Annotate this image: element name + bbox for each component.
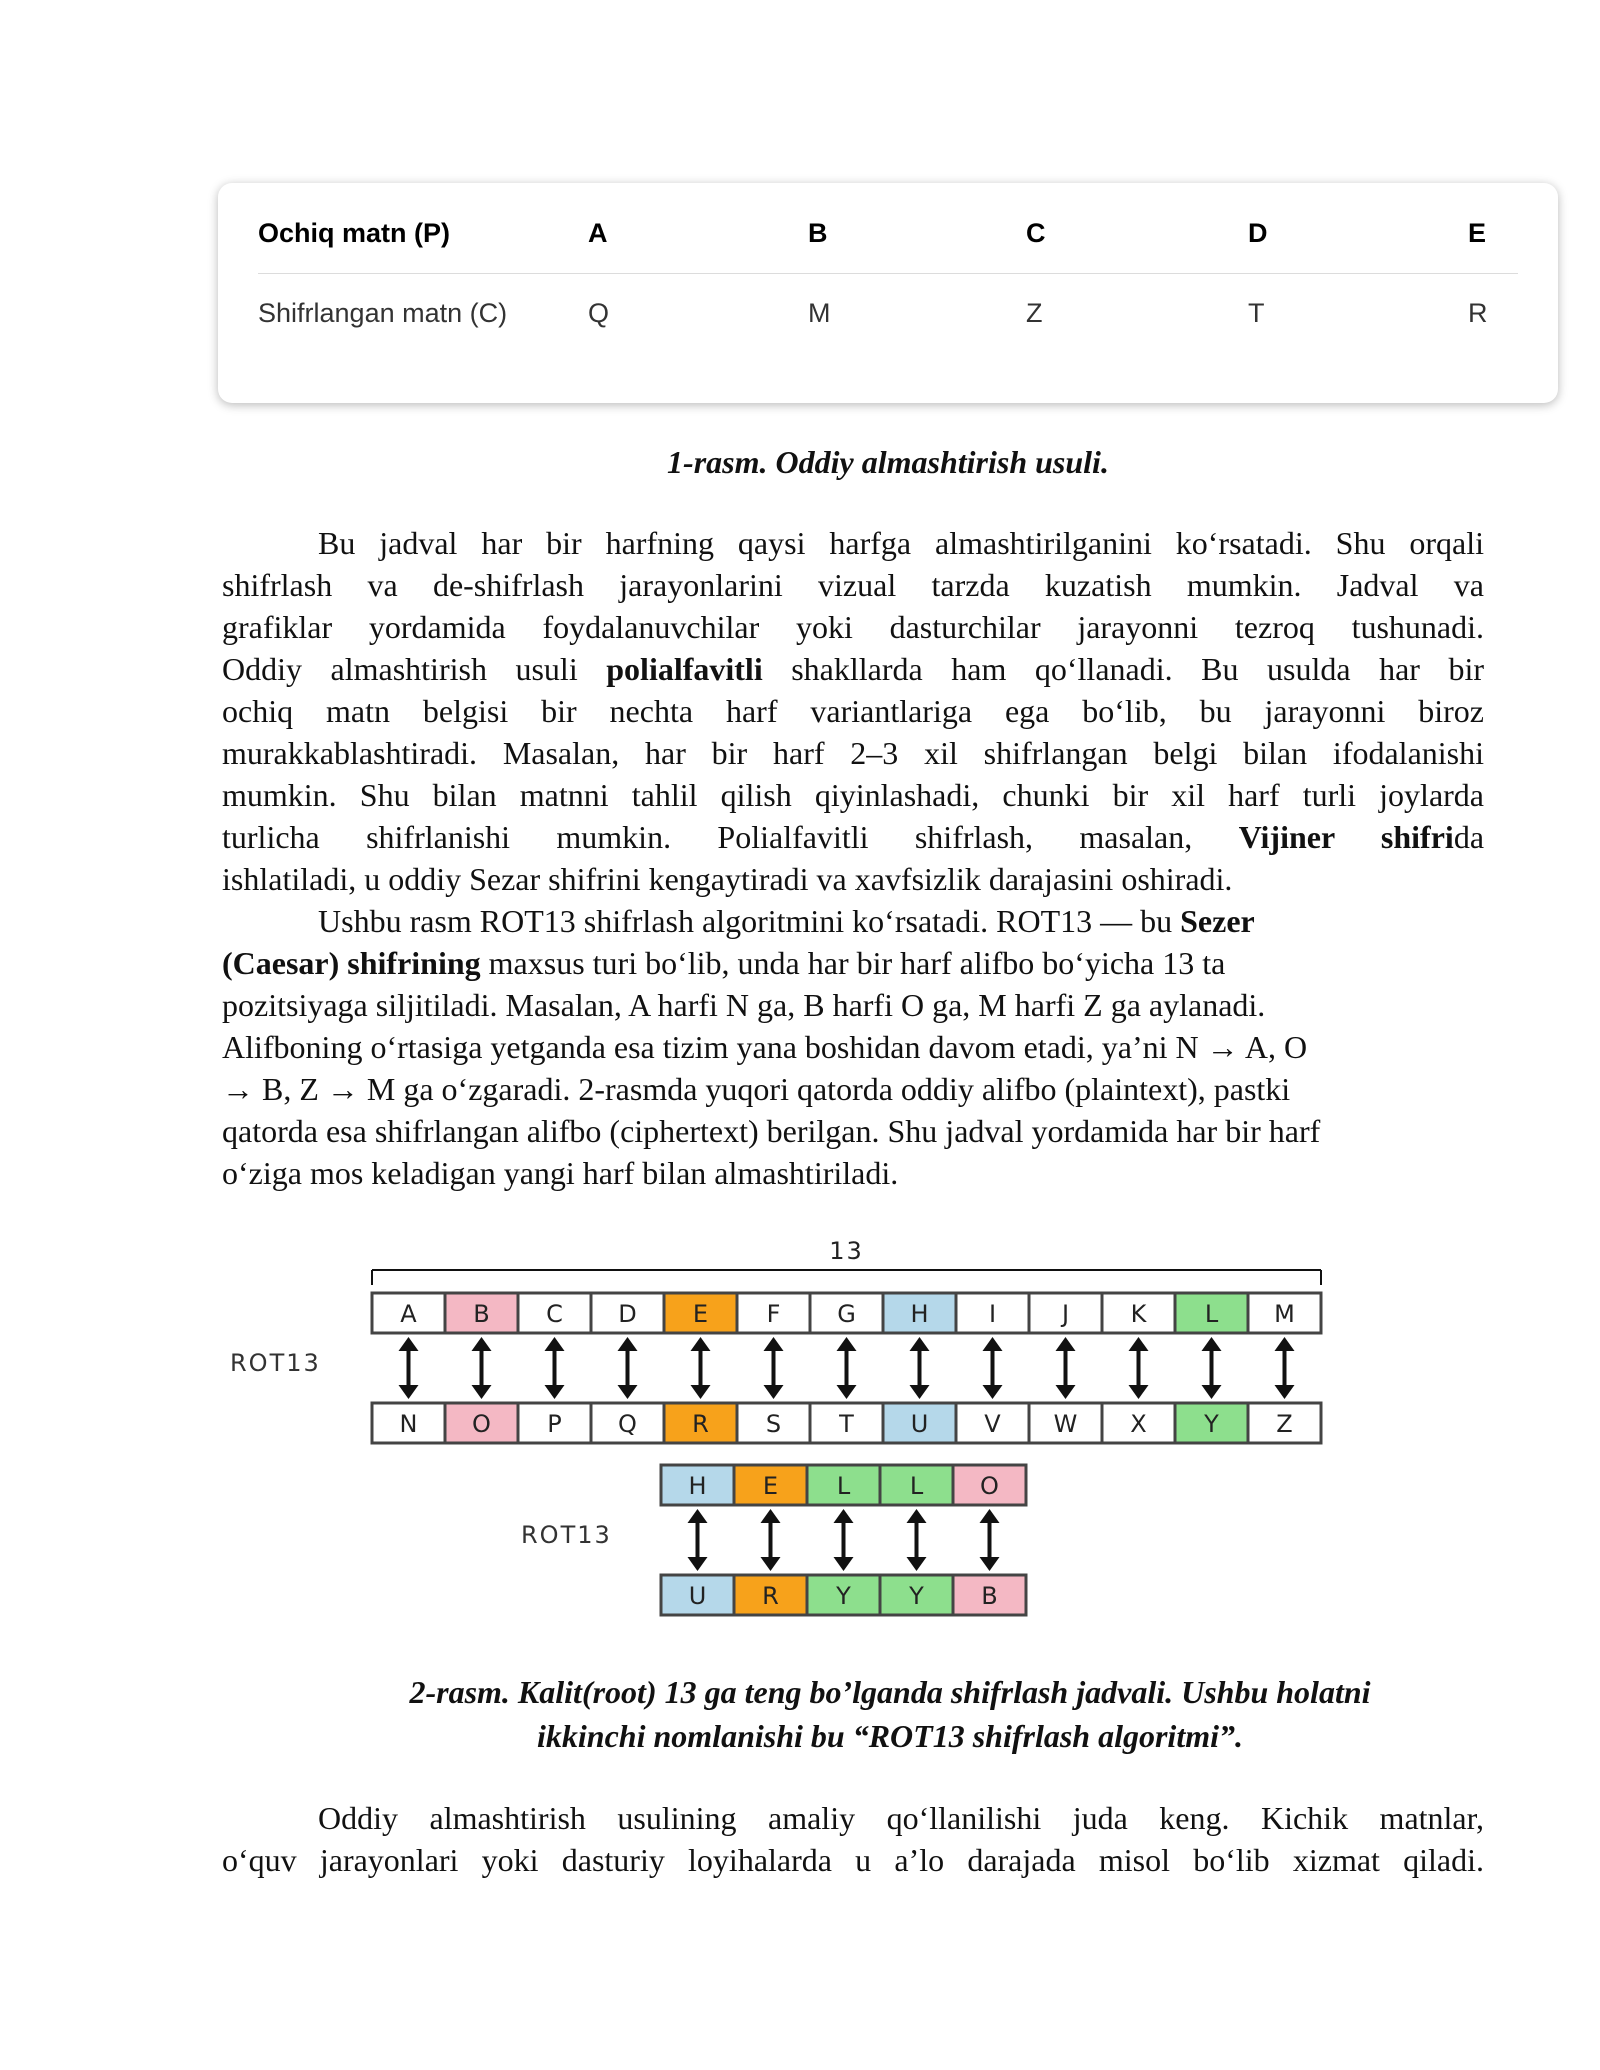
cipher-letter: U	[910, 1410, 929, 1438]
plain-letter: K	[1130, 1300, 1147, 1328]
cipher-letter: T	[839, 1410, 854, 1438]
table-cell: M	[808, 298, 831, 328]
text-run: Oddiy almashtirish usuli	[222, 651, 607, 687]
example-cipher-letter: U	[688, 1582, 707, 1610]
paragraph-line: ochiq matn belgisi bir nechta harf variantlariga ega boʻlib, bu jarayonni biroz	[222, 693, 1484, 729]
paragraph-line: ishlatiladi, u oddiy Sezar shifrini kengaytiradi va xavfsizlik darajasini oshiradi.	[222, 861, 1233, 897]
mapping-arrow-head	[910, 1337, 930, 1351]
example-arrow-head	[688, 1509, 708, 1523]
caption-line: ikkinchi nomlanishi bu “ROT13 shifrlash algoritmi”.	[537, 1718, 1243, 1754]
example-arrow-head	[980, 1509, 1000, 1523]
bold-term: Sezer	[1180, 903, 1255, 939]
example-plain-letter: O	[980, 1472, 999, 1500]
example-plain-letter: L	[909, 1472, 924, 1500]
plain-letter: E	[692, 1300, 709, 1328]
paragraph-line: oʻziga mos keladigan yangi harf bilan almashtiriladi.	[222, 1155, 899, 1191]
mapping-arrow-head	[545, 1337, 565, 1351]
paragraph-line: qatorda esa shifrlangan alifbo (ciphertext) berilgan. Shu jadval yordamida har bir harf	[222, 1113, 1321, 1149]
paragraph-line: → B, Z → M ga oʻzgaradi. 2-rasmda yuqori qatorda oddiy alifbo (plaintext), pastki	[222, 1071, 1291, 1107]
rot13-example-label: ROT13	[521, 1521, 612, 1549]
table-row	[258, 273, 1518, 353]
paragraph-1	[222, 522, 1484, 900]
cipher-letter: S	[765, 1410, 782, 1438]
mapping-arrow-head	[472, 1385, 492, 1399]
mapping-arrow-head	[764, 1385, 784, 1399]
mapping-arrow-head	[983, 1385, 1003, 1399]
caption-line: 2-rasm. Kalit(root) 13 ga teng bo’lganda shifrlash jadvali. Ushbu holatni	[409, 1674, 1371, 1710]
paragraph-line	[222, 942, 1484, 984]
table-header-cell: E	[1468, 218, 1487, 248]
plain-letter: M	[1274, 1300, 1295, 1328]
plain-letter: L	[1204, 1300, 1219, 1328]
plain-letter: I	[988, 1300, 997, 1328]
cipher-letter: Y	[1204, 1410, 1219, 1438]
text-run: Ushbu rasm ROT13 shifrlash algoritmini koʻrsatadi. ROT13 — bu	[318, 903, 1181, 939]
paragraph-line	[222, 816, 1484, 858]
cipher-letter: W	[1053, 1410, 1078, 1438]
mapping-arrow-head	[691, 1385, 711, 1399]
shift-label: 13	[829, 1237, 864, 1265]
text-run: shakllarda ham qoʻllanadi. Bu usulda har bir	[762, 651, 1485, 687]
example-arrow-head	[834, 1557, 854, 1571]
bold-term: polialfavitli	[606, 651, 763, 687]
mapping-arrow-head	[399, 1337, 419, 1351]
mapping-arrow-head	[1275, 1385, 1295, 1399]
table-header-cell: A	[588, 218, 608, 248]
mapping-arrow-head	[618, 1337, 638, 1351]
cipher-letter: P	[547, 1410, 562, 1438]
figure-1-caption: 1-rasm. Oddiy almashtirish usuli.	[667, 444, 1109, 480]
example-plain-letter: L	[836, 1472, 851, 1500]
paragraph-line: Alifboning oʻrtasiga yetganda esa tizim yana boshidan davom etadi, ya’ni N → A, O	[222, 1029, 1308, 1065]
paragraph-line: murakkablashtiradi. Masalan, har bir harf 2–3 xil shifrlangan belgi bilan ifodalanishi	[222, 735, 1484, 771]
paragraph-line: oʻquv jarayonlari yoki dasturiy loyihalarda u a’lo darajada misol boʻlib xizmat qiladi.	[222, 1842, 1484, 1878]
table-header-row	[258, 193, 1518, 274]
text-run: da	[1453, 819, 1485, 855]
example-plain-letter: E	[762, 1472, 779, 1500]
mapping-arrow-head	[691, 1337, 711, 1351]
plain-letter: A	[400, 1300, 417, 1328]
table-header-cell: C	[1026, 218, 1046, 248]
mapping-arrow-head	[764, 1337, 784, 1351]
table-cell: Z	[1026, 298, 1043, 328]
plain-letter: G	[837, 1300, 856, 1328]
text-run: turlicha shifrlanishi mumkin. Polialfavitli shifrlash, masalan,	[222, 819, 1239, 855]
cipher-letter: X	[1130, 1410, 1147, 1438]
example-cipher-letter: B	[981, 1582, 998, 1610]
bold-term: Vijiner shifri	[1238, 819, 1454, 855]
cipher-letter: O	[472, 1410, 491, 1438]
example-arrow-head	[907, 1557, 927, 1571]
paragraph-line: grafiklar yordamida foydalanuvchilar yoki dasturchilar jarayonni tezroq tushunadi.	[222, 609, 1484, 645]
figure-2-caption	[300, 1670, 1480, 1758]
mapping-arrow-head	[983, 1337, 1003, 1351]
example-cipher-letter: Y	[909, 1582, 924, 1610]
paragraph-line: Bu jadval har bir harfning qaysi harfga almashtirilganini koʻrsatadi. Shu orqali	[318, 525, 1484, 561]
mapping-arrow-head	[837, 1337, 857, 1351]
bold-term: (Caesar) shifrining	[222, 945, 481, 981]
example-arrow-head	[761, 1509, 781, 1523]
paragraph-line	[222, 648, 1484, 690]
plain-letter: F	[766, 1300, 781, 1328]
plain-letter: C	[546, 1300, 563, 1328]
table-cell: R	[1468, 298, 1488, 328]
example-arrow-head	[688, 1557, 708, 1571]
cipher-letter: V	[984, 1410, 1001, 1438]
mapping-arrow-head	[1129, 1385, 1149, 1399]
table-header-cell: Ochiq matn (P)	[258, 218, 451, 248]
paragraph-2	[222, 900, 1484, 1194]
substitution-table-card	[218, 183, 1558, 403]
table-cell: Q	[588, 298, 610, 328]
rot13-label: ROT13	[230, 1349, 321, 1377]
text-run: maxsus turi boʻlib, unda har bir harf alifbo boʻyicha 13 ta	[480, 945, 1226, 981]
plain-letter: J	[1061, 1300, 1070, 1328]
rot13-diagram	[220, 1225, 1370, 1645]
cipher-letter: Q	[618, 1410, 637, 1438]
example-plain-letter: H	[688, 1472, 707, 1500]
example-arrow-head	[907, 1509, 927, 1523]
paragraph-line: pozitsiyaga siljitiladi. Masalan, A harfi N ga, B harfi O ga, M harfi Z ga aylanadi.	[222, 987, 1266, 1023]
paragraph-3	[222, 1797, 1484, 1881]
mapping-arrow-head	[1275, 1337, 1295, 1351]
example-cipher-letter: R	[762, 1582, 779, 1610]
example-cipher-letter: Y	[836, 1582, 851, 1610]
example-arrow-head	[980, 1557, 1000, 1571]
plain-letter: B	[473, 1300, 490, 1328]
mapping-arrow-head	[1129, 1337, 1149, 1351]
mapping-arrow-head	[910, 1385, 930, 1399]
paragraph-line: Oddiy almashtirish usulining amaliy qoʻllanilishi juda keng. Kichik matnlar,	[318, 1800, 1484, 1836]
table-cell: T	[1248, 298, 1265, 328]
mapping-arrow-head	[472, 1337, 492, 1351]
example-arrow-head	[761, 1557, 781, 1571]
mapping-arrow-head	[1202, 1385, 1222, 1399]
plain-letter: H	[910, 1300, 929, 1328]
paragraph-line: mumkin. Shu bilan matnni tahlil qilish qiyinlashadi, chunki bir xil harf turli joylarda	[222, 777, 1484, 813]
mapping-arrow-head	[618, 1385, 638, 1399]
example-arrow-head	[834, 1509, 854, 1523]
mapping-arrow-head	[399, 1385, 419, 1399]
mapping-arrow-head	[545, 1385, 565, 1399]
mapping-arrow-head	[1056, 1337, 1076, 1351]
cipher-letter: Z	[1276, 1410, 1293, 1438]
table-cell: Shifrlangan matn (C)	[258, 298, 508, 328]
cipher-letter: N	[399, 1410, 418, 1438]
cipher-letter: R	[692, 1410, 709, 1438]
mapping-arrow-head	[1202, 1337, 1222, 1351]
paragraph-line	[222, 900, 1484, 942]
mapping-arrow-head	[1056, 1385, 1076, 1399]
paragraph-line: shifrlash va de-shifrlash jarayonlarini vizual tarzda kuzatish mumkin. Jadval va	[222, 567, 1484, 603]
plain-letter: D	[618, 1300, 637, 1328]
table-header-cell: B	[808, 218, 828, 248]
mapping-arrow-head	[837, 1385, 857, 1399]
table-header-cell: D	[1248, 218, 1268, 248]
